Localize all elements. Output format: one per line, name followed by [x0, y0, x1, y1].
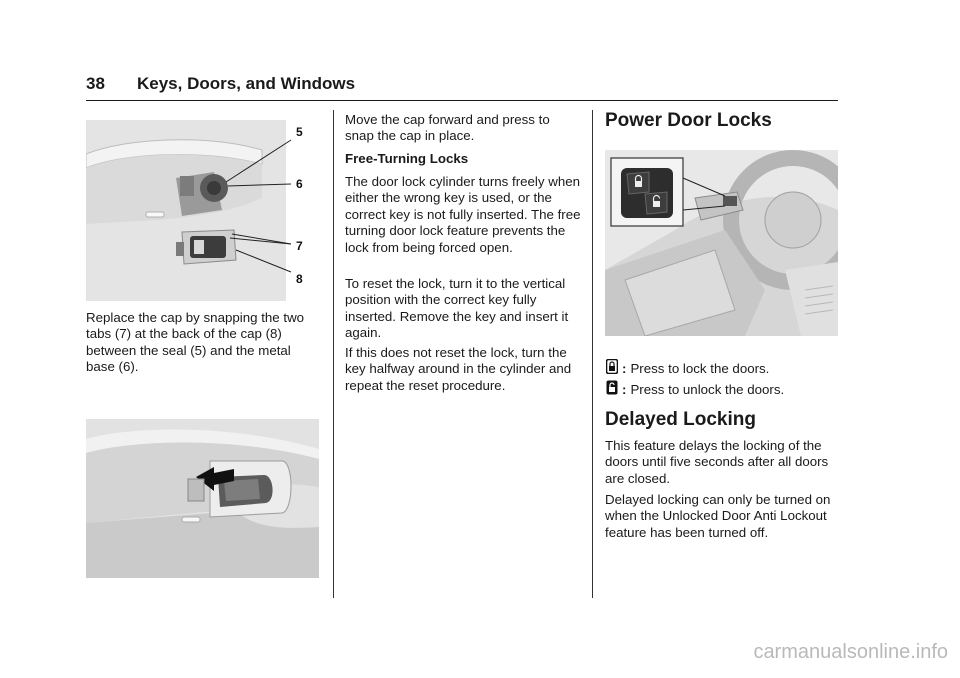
lock-closed-icon — [606, 359, 618, 378]
lock-description — [606, 359, 769, 378]
middle-para-4: If this does not reset the lock, turn the key halfway around in the cylinder and repeat the reset procedure. — [345, 345, 572, 393]
callout-8: 8 — [296, 272, 303, 286]
callout-5: 5 — [296, 125, 303, 139]
unlock-text: Press to unlock the doors. — [630, 381, 785, 397]
cap-replace-caption: Replace the cap by snapping the two tabs (7) at the back of the cap (8) between the seal (5) and the metal base (6). — [86, 310, 305, 375]
column-divider-left — [333, 110, 334, 598]
delayed-para-2: Delayed locking can only be turned on when the Unlocked Door Anti Lockout feature has been turned off. — [605, 492, 831, 540]
section-title: Keys, Doors, and Windows — [137, 74, 356, 93]
page-header — [86, 72, 838, 101]
unlock-label: : — [622, 381, 627, 397]
delayed-para-1: This feature delays the locking of the doors until five seconds after all doors are closed. — [605, 438, 829, 486]
power-door-lock-switch-figure — [605, 150, 838, 336]
watermark: carmanualsonline.info — [753, 641, 948, 663]
lock-open-icon — [606, 380, 618, 399]
column-divider-right — [592, 110, 593, 598]
middle-para-2: The door lock cylinder turns freely when either the wrong key is used, or the correct key is not fully inserted. The free turning door lock feature prevents the lock from being forced open. — [345, 174, 581, 255]
door-handle-cap-figure — [86, 120, 319, 301]
middle-para-1: Move the cap forward and press to snap the cap in place. — [345, 112, 550, 144]
lock-text: Press to lock the doors. — [630, 360, 770, 376]
page-number: 38 — [86, 74, 105, 93]
free-turning-locks-heading: Free-Turning Locks — [345, 151, 469, 166]
unlock-description — [606, 380, 784, 399]
lock-label: : — [622, 360, 627, 376]
callout-6: 6 — [296, 177, 303, 191]
middle-para-3: To reset the lock, turn it to the vertical position with the correct key fully inserted. Remove the key and insert it again. — [345, 276, 569, 341]
delayed-locking-heading: Delayed Locking — [605, 409, 756, 430]
callout-7: 7 — [296, 239, 303, 253]
power-door-locks-heading: Power Door Locks — [605, 110, 772, 131]
door-handle-arrow-figure — [86, 419, 319, 578]
